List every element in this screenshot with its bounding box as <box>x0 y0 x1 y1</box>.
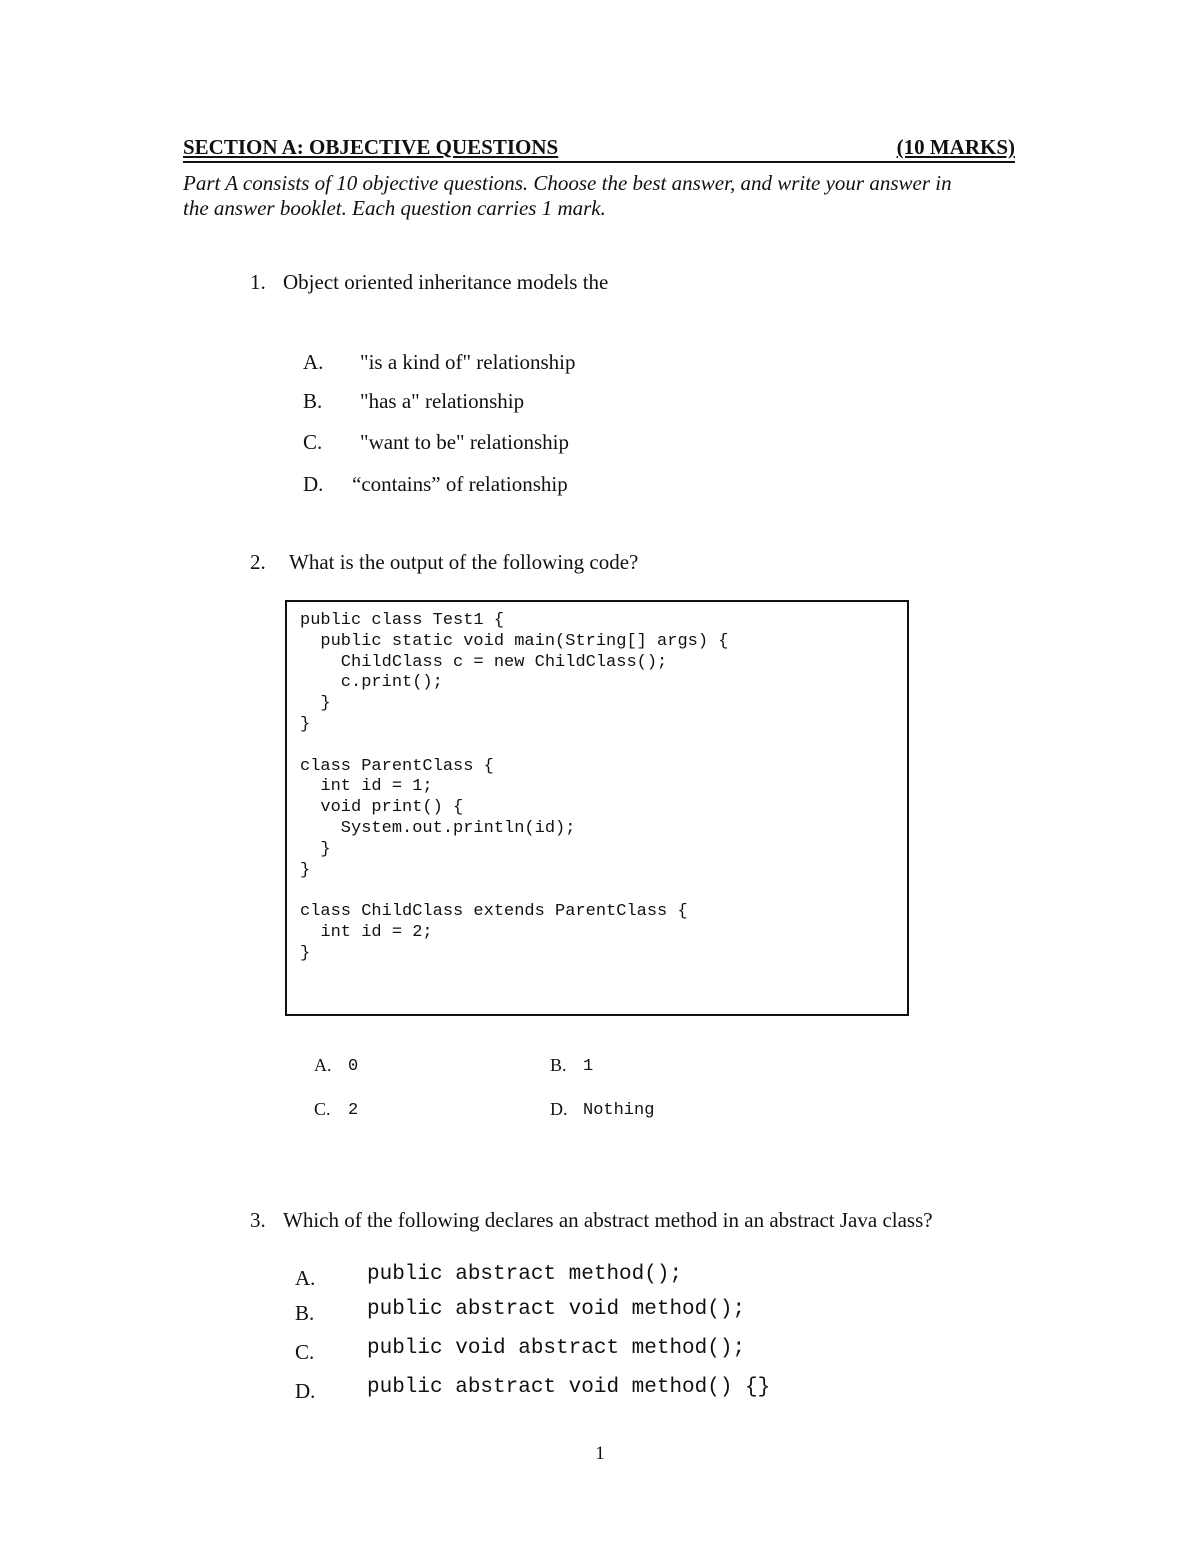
q3-option-a-letter: A. <box>295 1266 316 1290</box>
q1-option-a-letter: A. <box>303 350 324 374</box>
code-listing: public class Test1 { public static void main(String[] args) { ChildClass c = new ChildClass(); c.print(); } } class ParentClass { int id = 1; void print() { System.out.println(id); } } class ChildClass extends ParentClass { int id = 2; } <box>300 611 729 963</box>
q3-option-a-text: public abstract method(); <box>367 1263 683 1286</box>
question-1-number: 1. <box>250 270 266 294</box>
instructions-line-1: Part A consists of 10 objective questions. Choose the best answer, and write your answer in <box>183 171 952 195</box>
q2-option-c-text: 2 <box>348 1101 359 1120</box>
q2-option-b-letter: B. <box>550 1055 567 1075</box>
question-2-number: 2. <box>250 550 266 574</box>
q2-option-b-text: 1 <box>583 1057 594 1076</box>
q3-option-b-letter: B. <box>295 1301 315 1325</box>
question-2-text: What is the output of the following code? <box>289 550 639 574</box>
instructions <box>183 171 1023 221</box>
q3-option-d-letter: D. <box>295 1379 316 1403</box>
q2-option-a-text: 0 <box>348 1057 359 1076</box>
q3-option-d-text: public abstract void method() {} <box>367 1376 771 1399</box>
question-3-number: 3. <box>250 1208 266 1232</box>
section-marks: (10 MARKS) <box>896 135 1015 159</box>
q1-option-b-letter: B. <box>303 389 323 413</box>
q2-option-d-text: Nothing <box>583 1101 655 1120</box>
q2-option-a-letter: A. <box>314 1055 332 1075</box>
question-1-text: Object oriented inheritance models the <box>283 270 609 294</box>
code-block <box>285 600 909 1016</box>
q1-option-d-letter: D. <box>303 472 324 496</box>
q1-option-c-letter: C. <box>303 430 323 454</box>
q1-option-a-text: "is a kind of" relationship <box>360 350 576 374</box>
q1-option-d-text: “contains” of relationship <box>352 472 568 496</box>
section-header <box>183 133 1015 163</box>
question-3-text: Which of the following declares an abstract method in an abstract Java class? <box>283 1208 933 1232</box>
q3-option-b-text: public abstract void method(); <box>367 1298 746 1321</box>
q2-option-d-letter: D. <box>550 1099 568 1119</box>
section-title: SECTION A: OBJECTIVE QUESTIONS <box>183 135 559 159</box>
page-number: 1 <box>595 1443 605 1464</box>
q3-option-c-text: public void abstract method(); <box>367 1337 746 1360</box>
q1-option-b-text: "has a" relationship <box>360 389 525 413</box>
instructions-line-2: the answer booklet. Each question carries 1 mark. <box>183 196 606 220</box>
q1-option-c-text: "want to be" relationship <box>360 430 570 454</box>
q2-option-c-letter: C. <box>314 1099 331 1119</box>
q3-option-c-letter: C. <box>295 1340 315 1364</box>
